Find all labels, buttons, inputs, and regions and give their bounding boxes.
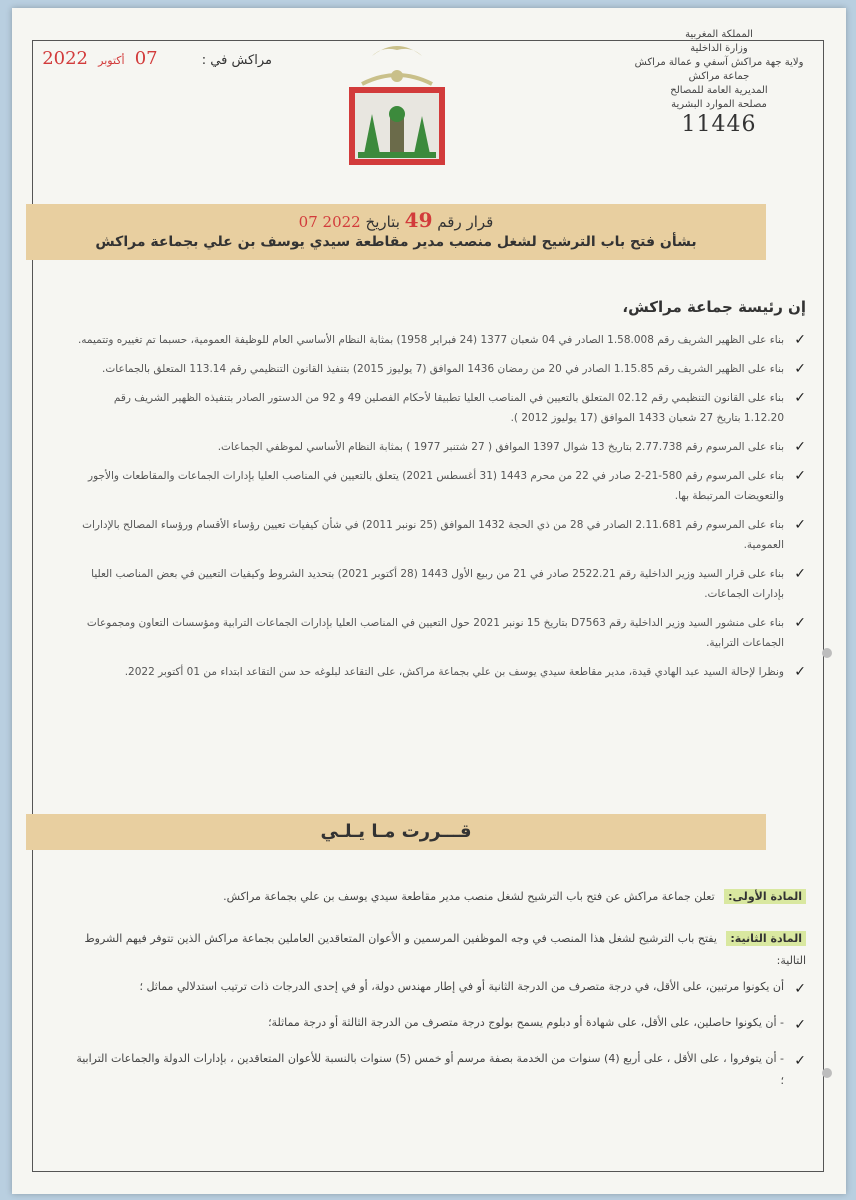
- decision-label: قرار رقم: [437, 213, 494, 231]
- condition-item: ✓ أن يكونوا مرتبين، على الأقل، في درجة متصرف من الدرجة الثانية أو في إطار مهندس دولة، أو في إحدى الدرجات ذات ترتيب استدلالي مماثل ؛: [76, 976, 806, 998]
- consideration-item: ✓ بناء على القانون التنظيمي رقم 02.12 المتعلق بالتعيين في المناصب العليا تطبيقا لأحكام الفصلين 49 و 92 من الدستور الصادر بتنفيذه الظهير الشريف رقم 1.12.20 بتاريخ 27 شعبان 1433 الموافق (17 يوليوز 2012 ).: [113, 390, 806, 424]
- consideration-item: ✓ بناء على المرسوم رقم 2.77.738 بتاريخ 13 شوال 1397 الموافق ( 27 شتنبر 1977 ) بمثابة النظام الأساسي لموظفي الجماعات.: [217, 439, 806, 455]
- addressee: إن رئيسة جماعة مراكش،: [622, 298, 806, 316]
- date-year-stamp: 2022: [42, 48, 89, 69]
- decision-number-line: [26, 208, 766, 232]
- condition-item: ✓ - أن يكونوا حاصلين، على الأقل، على شهادة أو دبلوم يسمح بولوج درجة متصرف من الدرجة الثالثة أو درجة مماثلة؛: [76, 1012, 806, 1034]
- conditions-list: [76, 976, 806, 1106]
- check-icon: ✓: [794, 1053, 806, 1069]
- issuer-block: [614, 28, 824, 137]
- check-icon: ✓: [794, 664, 806, 680]
- check-icon: ✓: [794, 517, 806, 533]
- reference-number: 11446: [681, 112, 757, 137]
- article-text: يفتح باب الترشيح لشغل هذا المنصب في وجه الموظفين المرسمين و الأعوان المتعاقدين العاملين بجماعة مراكش الذين تتوفر فيهم الشروط التالية:: [84, 932, 806, 967]
- check-icon: ✓: [794, 566, 806, 582]
- article-label: المادة الثانية:: [726, 931, 806, 946]
- issuer-line: ولاية جهة مراكش آسفي و عمالة مراكش: [634, 57, 804, 68]
- decision-number: 49: [404, 208, 433, 232]
- issuer-line: المملكة المغربية: [685, 29, 753, 40]
- consideration-item: ✓ بناء على الظهير الشريف رقم 1.15.85 الصادر في 20 من رمضان 1436 الموافق (7 يوليوز 2015) بتنفيذ القانون التنظيمي رقم 113.14 المتعلق بالجماعات.: [102, 361, 806, 377]
- document-page: [12, 8, 846, 1194]
- check-icon: ✓: [794, 615, 806, 631]
- decision-date-label: بتاريخ: [365, 213, 400, 231]
- check-icon: ✓: [794, 468, 806, 484]
- check-icon: ✓: [794, 332, 806, 348]
- issuer-line: مصلحة الموارد البشرية: [671, 99, 767, 110]
- check-icon: ✓: [794, 1017, 806, 1033]
- check-icon: ✓: [794, 361, 806, 377]
- check-icon: ✓: [794, 390, 806, 406]
- consideration-item: ✓ بناء على المرسوم رقم 580-21-2 صادر في 22 من محرم 1443 (31 أغسطس 2021) يتعلق بالتعيين في المناصب العليا بإدارات الجماعات والمقاطعات والأجور والتعويضات المرتبطة بها.: [88, 468, 806, 502]
- decision-heading: قـــررت مـا يـلـي: [26, 814, 766, 850]
- issuer-line: جماعة مراكش: [688, 71, 750, 82]
- emblem-icon: [332, 36, 462, 166]
- decision-title-band: [26, 204, 766, 260]
- city-label: مراكش في :: [201, 53, 272, 68]
- decision-subject: بشأن فتح باب الترشيح لشغل منصب مدير مقاطعة سيدي يوسف بن علي بجماعة مراكش: [95, 234, 697, 250]
- decision-date: 2022 07: [298, 213, 361, 231]
- considerations-list: [76, 330, 806, 691]
- punch-hole: [822, 648, 832, 658]
- punch-hole: [822, 1068, 832, 1078]
- date-month-stamp: أكتوبر: [98, 54, 125, 67]
- article-text: تعلن جماعة مراكش عن فتح باب الترشيح لشغل منصب مدير مقاطعة سيدي يوسف بن علي بجماعة مراكش.: [223, 890, 715, 903]
- article-label: المادة الأولى:: [724, 889, 806, 904]
- date-day-stamp: 07: [134, 48, 158, 69]
- article-2: [76, 928, 806, 972]
- article-1: [76, 886, 806, 908]
- check-icon: ✓: [794, 439, 806, 455]
- check-icon: ✓: [794, 981, 806, 997]
- consideration-item: ✓ بناء على قرار السيد وزير الداخلية رقم 2522.21 صادر في 21 من ربيع الأول 1443 (28 أكتوبر 2021) بتحديد الشروط وكيفيات التعيين في بعض المناصب العليا بإدارات الجماعات.: [91, 566, 806, 600]
- consideration-item: ✓ بناء على الظهير الشريف رقم 1.58.008 الصادر في 04 شعبان 1377 (24 فبراير 1958) بمثابة النظام الأساسي العام للوظيفة العمومية، حسبما تم تغييره وتتميمه.: [77, 332, 806, 348]
- consideration-item: ✓ بناء على منشور السيد وزير الداخلية رقم D7563 بتاريخ 15 نونبر 2021 حول التعيين في المناصب العليا بإدارات الجماعات الترابية ومؤسسات التعاون ومجموعات الجماعات الترابية.: [86, 615, 806, 649]
- consideration-item: ✓ بناء على المرسوم رقم 2.11.681 الصادر في 28 من ذي الحجة 1432 الموافق (25 نونبر 2011) في شأن كيفيات تعيين رؤساء الأقسام ورؤساء المصالح بالإدارات العمومية.: [82, 517, 806, 551]
- condition-item: ✓ - أن يتوفروا ، على الأقل ، على أربع (4) سنوات من الخدمة بصفة مرسم أو خمس (5) سنوات بالنسبة للأعوان المتعاقدين ، بإدارات الدولة والجماعات الترابية ؛: [76, 1052, 806, 1087]
- date-place-block: [12, 48, 272, 69]
- issuer-line: المديرية العامة للمصالح: [670, 85, 768, 96]
- issuer-line: وزارة الداخلية: [690, 43, 748, 54]
- consideration-item: ✓ ونظرا لإحالة السيد عبد الهادي قيدة، مدير مقاطعة سيدي يوسف بن علي بجماعة مراكش، على التقاعد لبلوغه حد سن التقاعد ابتداء من 01 أكتوبر 2022.: [124, 664, 806, 680]
